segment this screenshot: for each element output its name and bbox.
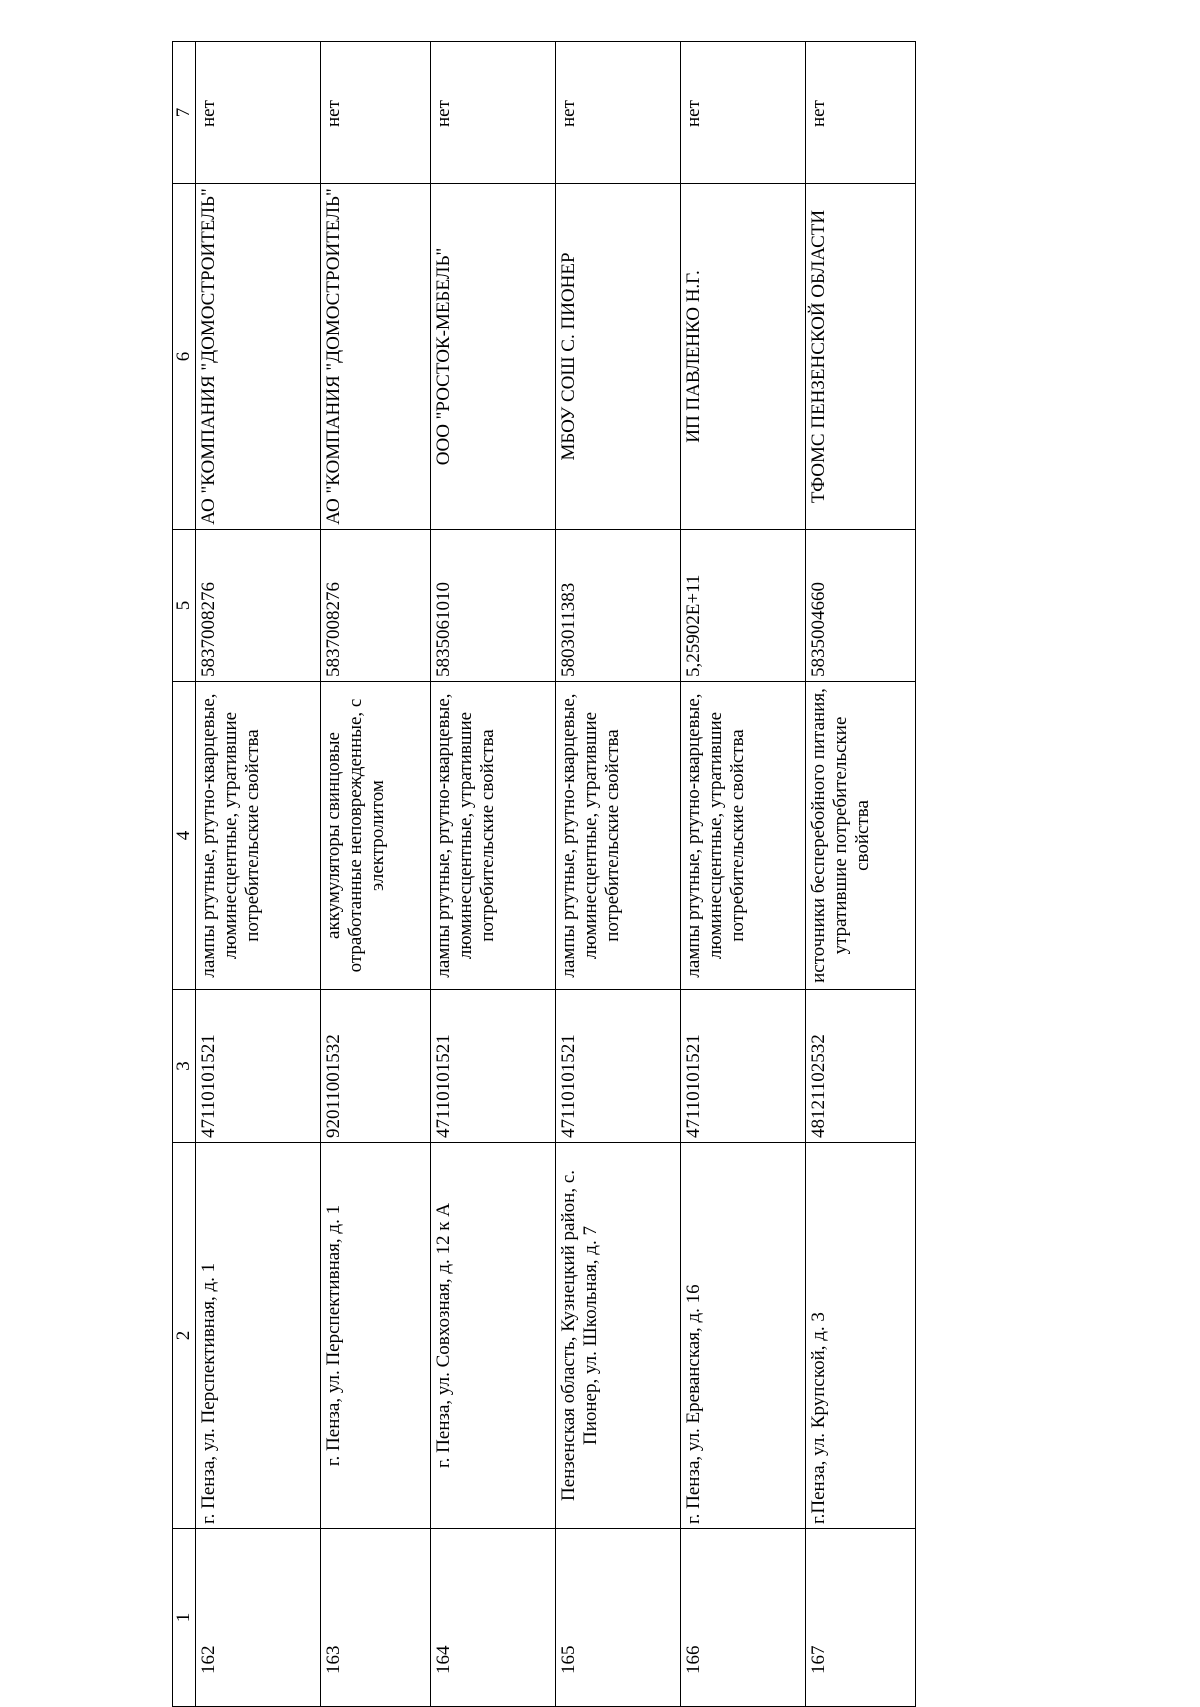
row-number: 165: [556, 1529, 681, 1707]
waste-name-cell: лампы ртутные, ртутно-кварцевые, люминесцентные, утратившие потребительские свойства: [196, 682, 321, 990]
header-cell-6: 6: [173, 184, 196, 530]
waste-code-cell: 48121102532: [806, 990, 916, 1143]
table-row: [431, 42, 556, 1707]
header-cell-2: 2: [173, 1143, 196, 1529]
waste-name-cell: аккумуляторы свинцовые отработанные неповрежденные, с электролитом: [321, 682, 431, 990]
waste-code-cell: 47110101521: [556, 990, 681, 1143]
organization-cell: МБОУ СОШ С. ПИОНЕР: [556, 184, 681, 530]
inn-cell: 5,25902E+11: [681, 530, 806, 682]
flag-cell: нет: [196, 42, 321, 184]
row-number: 167: [806, 1529, 916, 1707]
header-cell-3: 3: [173, 990, 196, 1143]
row-number: 162: [196, 1529, 321, 1707]
flag-cell: нет: [806, 42, 916, 184]
flag-cell: нет: [556, 42, 681, 184]
inn-cell: 5835061010: [431, 530, 556, 682]
table-row: [196, 42, 321, 1707]
table-row: [556, 42, 681, 1707]
organization-cell: ТФОМС ПЕНЗЕНСКОЙ ОБЛАСТИ: [806, 184, 916, 530]
address-cell: г. Пенза, ул. Совхозная, д. 12 к А: [431, 1143, 556, 1529]
row-number: 166: [681, 1529, 806, 1707]
waste-code-cell: 92011001532: [321, 990, 431, 1143]
waste-registry-table: [172, 41, 916, 1707]
address-cell: г. Пенза, ул. Ереванская, д. 16: [681, 1143, 806, 1529]
rotated-table-page: [172, 42, 915, 1707]
address-cell: г. Пенза, ул. Перспективная, д. 1: [196, 1143, 321, 1529]
organization-cell: ИП ПАВЛЕНКО Н.Г.: [681, 184, 806, 530]
address-cell: г.Пенза, ул. Крупской, д. 3: [806, 1143, 916, 1529]
header-row: [173, 42, 196, 1707]
waste-code-cell: 47110101521: [196, 990, 321, 1143]
table-row: [321, 42, 431, 1707]
header-cell-7: 7: [173, 42, 196, 184]
flag-cell: нет: [321, 42, 431, 184]
inn-cell: 5837008276: [321, 530, 431, 682]
inn-cell: 5803011383: [556, 530, 681, 682]
waste-name-cell: лампы ртутные, ртутно-кварцевые, люминесцентные, утратившие потребительские свойства: [556, 682, 681, 990]
inn-cell: 5837008276: [196, 530, 321, 682]
row-number: 163: [321, 1529, 431, 1707]
waste-code-cell: 47110101521: [431, 990, 556, 1143]
row-number: 164: [431, 1529, 556, 1707]
waste-name-cell: лампы ртутные, ртутно-кварцевые, люминесцентные, утратившие потребительские свойства: [681, 682, 806, 990]
waste-name-cell: источники бесперебойного питания, утратившие потребительские свойства: [806, 682, 916, 990]
flag-cell: нет: [681, 42, 806, 184]
header-cell-5: 5: [173, 530, 196, 682]
organization-cell: АО "КОМПАНИЯ "ДОМОСТРОИТЕЛЬ": [321, 184, 431, 530]
waste-name-cell: лампы ртутные, ртутно-кварцевые, люминесцентные, утратившие потребительские свойства: [431, 682, 556, 990]
header-cell-4: 4: [173, 682, 196, 990]
table-row: [806, 42, 916, 1707]
address-cell: Пензенская область, Кузнецкий район, с. Пионер, ул. Школьная, д. 7: [556, 1143, 681, 1529]
waste-code-cell: 47110101521: [681, 990, 806, 1143]
organization-cell: ООО "РОСТОК-МЕБЕЛЬ": [431, 184, 556, 530]
organization-cell: АО "КОМПАНИЯ "ДОМОСТРОИТЕЛЬ": [196, 184, 321, 530]
inn-cell: 5835004660: [806, 530, 916, 682]
flag-cell: нет: [431, 42, 556, 184]
address-cell: г. Пенза, ул. Перспективная, д. 1: [321, 1143, 431, 1529]
header-cell-1: 1: [173, 1529, 196, 1707]
table-row: [681, 42, 806, 1707]
